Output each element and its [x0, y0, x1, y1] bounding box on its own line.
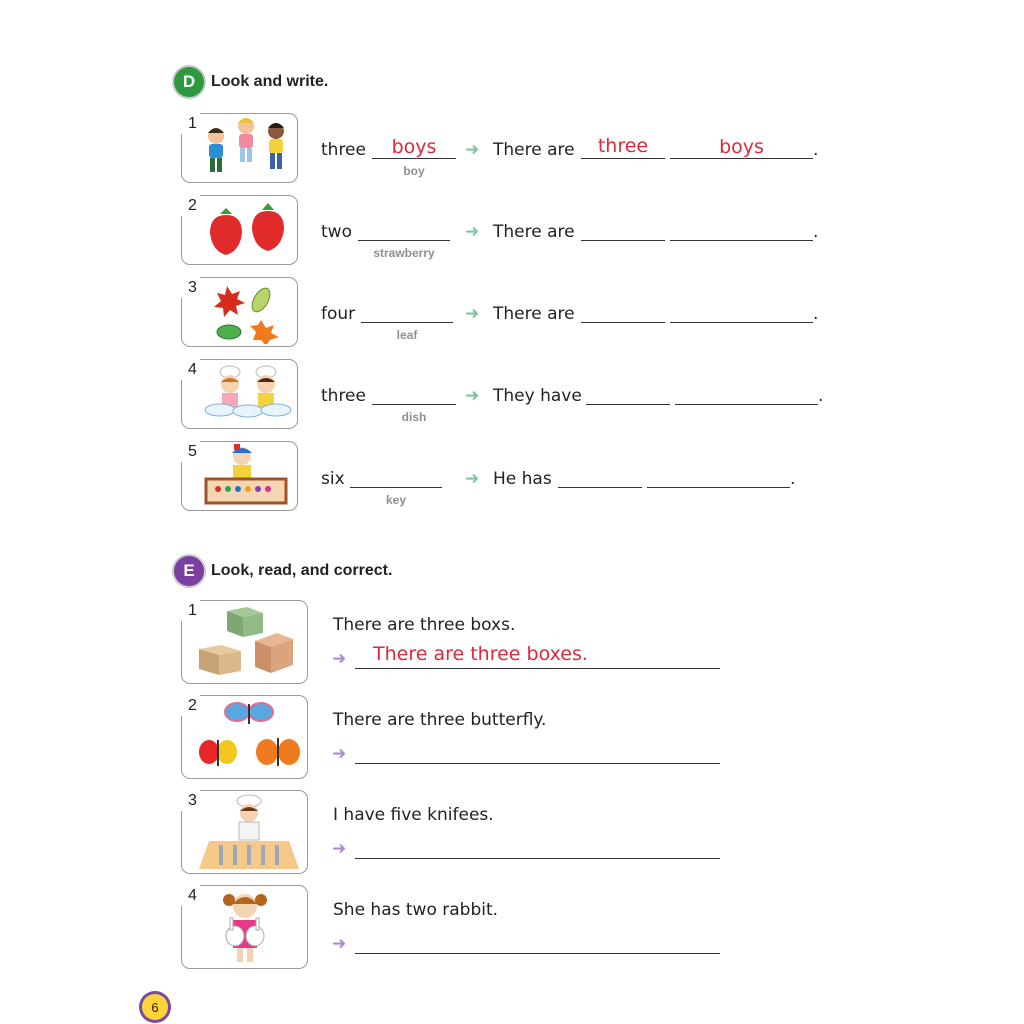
page-number-badge	[142, 994, 168, 1020]
strawberry-illustration	[200, 197, 294, 261]
blank-plural[interactable]	[372, 404, 456, 405]
wrong-sentence: She has two rabbit.	[333, 900, 499, 920]
item-number: 2	[188, 197, 197, 214]
knives-illustration	[195, 793, 303, 869]
section-e-badge	[174, 556, 204, 586]
period: .	[818, 386, 824, 406]
period: .	[790, 469, 796, 489]
period: .	[813, 140, 819, 160]
blank-number[interactable]	[581, 158, 665, 159]
item-number: 4	[188, 887, 197, 904]
arrow-icon: ➜	[465, 469, 480, 489]
period: .	[813, 222, 819, 242]
sentence-start: There are	[493, 222, 575, 242]
correction-blank[interactable]	[355, 763, 720, 764]
blank-noun[interactable]	[670, 322, 813, 323]
section-e-title: Look, read, and correct.	[211, 562, 393, 579]
row-word: two	[321, 222, 352, 242]
arrow-icon: ➜	[332, 744, 347, 764]
wrong-sentence: There are three boxs.	[333, 615, 516, 635]
item-number: 1	[188, 602, 197, 619]
row-word: four	[321, 304, 356, 324]
hint-word: key	[385, 493, 407, 507]
row-word: six	[321, 469, 345, 489]
sentence-start: There are	[493, 140, 575, 160]
boxes-illustration	[195, 603, 303, 679]
hint-word: dish	[401, 410, 427, 424]
arrow-icon: ➜	[332, 649, 347, 669]
arrow-icon: ➜	[465, 386, 480, 406]
boys-illustration	[200, 114, 294, 180]
correction-blank[interactable]	[355, 668, 720, 669]
row-word: three	[321, 386, 366, 406]
key-illustration	[200, 442, 294, 508]
section-d-badge	[174, 67, 204, 97]
page-number: 6	[151, 999, 159, 1015]
section-d-title: Look and write.	[211, 73, 329, 90]
blank-plural[interactable]	[350, 487, 442, 488]
correction-blank[interactable]	[355, 858, 720, 859]
sentence-start: They have	[493, 386, 582, 406]
item-number: 1	[188, 115, 197, 132]
wrong-sentence: I have five knifees.	[333, 805, 494, 825]
dish-illustration	[200, 362, 294, 426]
item-number: 4	[188, 361, 197, 378]
section-d-letter: D	[182, 72, 196, 91]
blank-noun[interactable]	[670, 158, 813, 159]
hint-word: boy	[403, 164, 425, 178]
blank-noun[interactable]	[670, 240, 813, 241]
butterfly-illustration	[195, 698, 303, 774]
arrow-icon: ➜	[465, 222, 480, 242]
leaf-illustration	[205, 280, 293, 344]
arrow-icon: ➜	[332, 934, 347, 954]
sentence-start: He has	[493, 469, 552, 489]
item-number: 2	[188, 697, 197, 714]
item-number: 5	[188, 443, 197, 460]
arrow-icon: ➜	[465, 140, 480, 160]
blank-plural[interactable]	[358, 240, 450, 241]
blank-noun[interactable]	[647, 487, 790, 488]
arrow-icon: ➜	[332, 839, 347, 859]
period: .	[813, 304, 819, 324]
blank-number[interactable]	[586, 404, 670, 405]
sentence-start: There are	[493, 304, 575, 324]
blank-noun[interactable]	[675, 404, 818, 405]
answer-number: three	[597, 135, 649, 157]
blank-plural[interactable]	[361, 322, 453, 323]
wrong-sentence: There are three butterfly.	[333, 710, 547, 730]
blank-number[interactable]	[581, 322, 665, 323]
corrected-sentence: There are three boxes.	[373, 643, 588, 665]
answer-plural: boys	[391, 136, 437, 158]
hint-word: leaf	[396, 328, 418, 342]
hint-word: strawberry	[373, 246, 435, 260]
arrow-icon: ➜	[465, 304, 480, 324]
blank-plural[interactable]	[372, 158, 456, 159]
rabbit-illustration	[195, 888, 303, 964]
blank-number[interactable]	[581, 240, 665, 241]
row-word: three	[321, 140, 366, 160]
correction-blank[interactable]	[355, 953, 720, 954]
item-number: 3	[188, 792, 197, 809]
section-e-letter: E	[183, 561, 195, 580]
answer-noun: boys	[719, 136, 764, 158]
blank-number[interactable]	[558, 487, 642, 488]
item-number: 3	[188, 279, 197, 296]
